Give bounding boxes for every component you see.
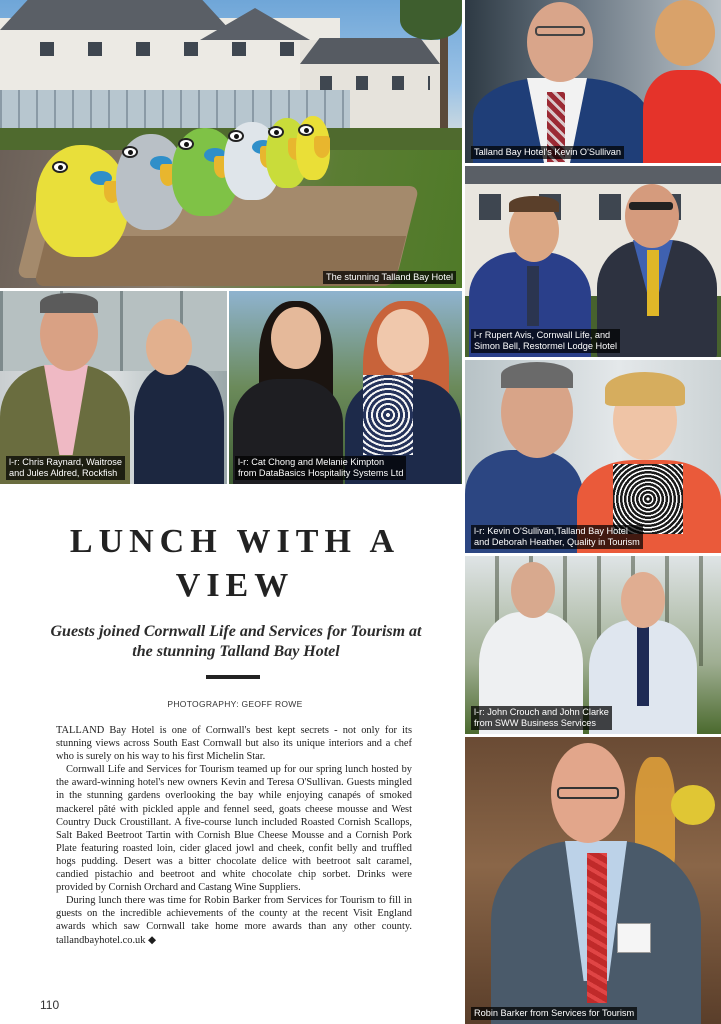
caption-chris-jules: l-r: Chris Raynard, Waitrose and Jules Aldred, Rockfish	[6, 456, 125, 480]
caption-rupert-simon: l-r Rupert Avis, Cornwall Life, and Simon Bell, Restormel Lodge Hotel	[471, 329, 620, 353]
photo-credit: PHOTOGRAPHY: GEOFF ROWE	[167, 699, 303, 709]
caption-john-john: l-r: John Crouch and John Clarke from SWW Business Services	[471, 706, 612, 730]
person-jules	[128, 291, 227, 484]
photo-kevin	[465, 0, 721, 163]
article-paragraph: During lunch there was time for Robin Barker from Services for Tourism to fill in guests on the incredible achievements of the county at the recent Visit England awards which saw Cornwall take home more awards than any other county. tallandbayhotel.co.uk ◆	[56, 895, 412, 946]
bird-sculpture-yellow	[36, 145, 128, 257]
person-woman-red	[635, 0, 721, 163]
photo-cat-melanie	[229, 291, 462, 484]
caption-kevin-deborah: l-r: Kevin O'Sullivan,Talland Bay Hotel and Deborah Heather, Quality in Tourism	[471, 525, 643, 549]
photo-rupert-simon	[465, 166, 721, 357]
person-robin	[485, 737, 705, 1024]
person-kevin	[465, 0, 655, 163]
caption-robin: Robin Barker from Services for Tourism	[471, 1007, 637, 1020]
photo-chris-jules	[0, 291, 227, 484]
article-paragraph: TALLAND Bay Hotel is one of Cornwall's best kept secrets - not only for its stunning views across South East Cornwall but also its unique interiors and a chef who is surely on his way to his first Michelin Star.	[56, 725, 412, 763]
article-body	[56, 724, 412, 947]
photo-hotel-birds	[0, 0, 462, 288]
bird-sculpture-yellow-small	[296, 116, 330, 180]
title-divider	[206, 675, 260, 679]
caption-kevin: Talland Bay Hotel's Kevin O'Sullivan	[471, 146, 624, 159]
photo-john-john	[465, 556, 721, 734]
photo-kevin-deborah	[465, 360, 721, 553]
page-number: 110	[40, 998, 60, 1012]
article-subtitle: Guests joined Cornwall Life and Services for Tourism at the stunning Talland Bay Hotel	[50, 623, 422, 660]
caption-cat-melanie: l-r: Cat Chong and Melanie Kimpton from DataBasics Hospitality Systems Ltd	[235, 456, 406, 480]
caption-hotel: The stunning Talland Bay Hotel	[323, 271, 456, 284]
photo-robin	[465, 737, 721, 1024]
article-title: LUNCH WITH A VIEW	[69, 523, 401, 604]
article-paragraph: Cornwall Life and Services for Tourism teamed up for our spring lunch hosted by the award-winning hotel's new owners Kevin and Teresa O'Sullivan. Guests mingled in the stunning gardens overlooking the bay while enjoying canapés of smoked mackerel pâté with pickled apple and fennel seed, goats cheese mousse and West Country Duck Croustillant. A five-course lunch included Roasted Cornish Scallops, Salt Baked Beetroot Tartin with Cornish Blue Cheese Mousse and a Cornish Pork Plate featuring roasted loin, cider glaced jowl and cheek, confit belly and truffled hogs pudding. Desert was a bitter chocolate delice with beetroot salt caramel, candied pistachio and beetroot and white chocolate chip sorbet. Drinks were provided by Cornish Orchard and Castang Wine Suppliers.	[56, 764, 412, 894]
